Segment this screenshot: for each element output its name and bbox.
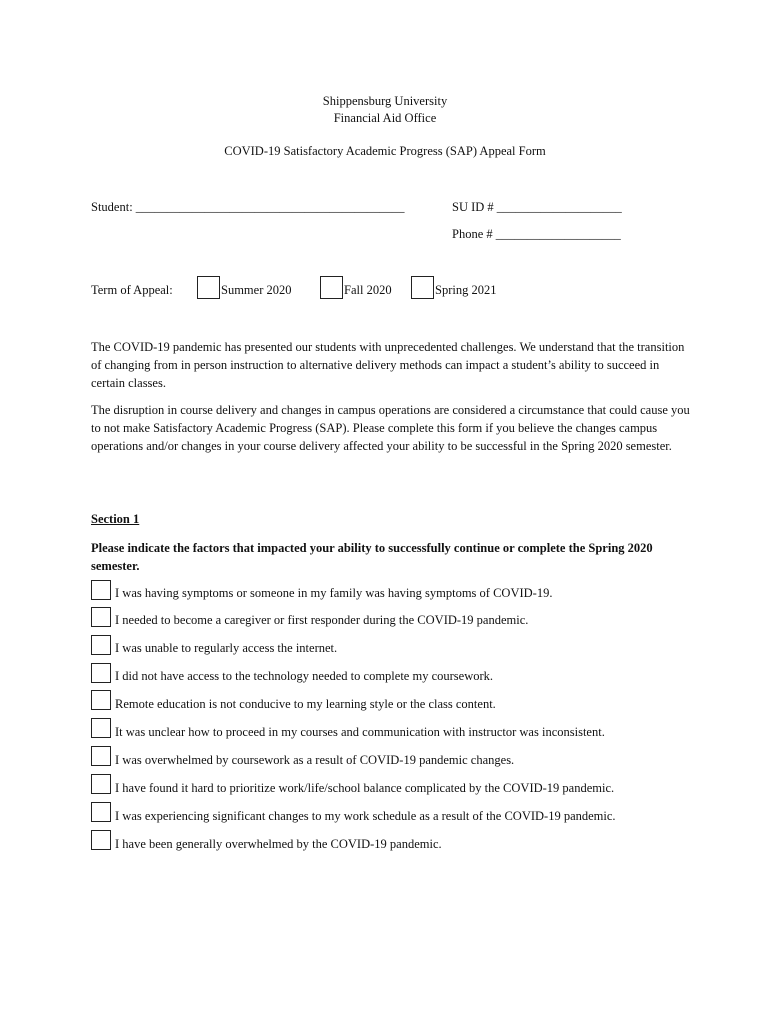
term-spring-label: Spring 2021 (435, 283, 497, 297)
factor-label-6: It was unclear how to proceed in my courses and communication with instructor was inconsistent. (115, 725, 605, 739)
factor-checkbox-1[interactable] (91, 580, 111, 600)
factor-checkbox-9[interactable] (91, 802, 111, 822)
factor-label-10: I have been generally overwhelmed by the COVID-19 pandemic. (115, 837, 442, 851)
factor-checkbox-3[interactable] (91, 635, 111, 655)
section1-heading: Section 1 (91, 512, 140, 526)
form-title: COVID-19 Satisfactory Academic Progress (SAP) Appeal Form (224, 144, 546, 158)
factor-label-8: I have found it hard to prioritize work/life/school balance complicated by the COVID-19 pandemic. (115, 781, 615, 795)
suid-field[interactable]: SU ID # ____________________ (452, 200, 622, 214)
university-name: Shippensburg University (322, 94, 448, 108)
office-name: Financial Aid Office (333, 111, 437, 125)
phone-field[interactable]: Phone # ____________________ (452, 227, 621, 241)
factor-checkbox-2[interactable] (91, 607, 111, 627)
section1-instruction: Please indicate the factors that impacted your ability to successfully continue or complete the Spring 2020 semester. (91, 541, 653, 573)
factor-checkbox-6[interactable] (91, 718, 111, 738)
factor-label-5: Remote education is not conducive to my learning style or the class content. (115, 697, 496, 711)
factor-label-1: I was having symptoms or someone in my family was having symptoms of COVID-19. (115, 586, 553, 600)
factor-checkbox-5[interactable] (91, 690, 111, 710)
factor-checkbox-4[interactable] (91, 663, 111, 683)
term-fall-checkbox[interactable] (320, 276, 343, 299)
term-summer-checkbox[interactable] (197, 276, 220, 299)
factor-checkbox-10[interactable] (91, 830, 111, 850)
intro-paragraph-2: The disruption in course delivery and changes in campus operations are considered a circumstance that could cause you to not make Satisfactory Academic Progress (SAP). Please complete this form if you believe the changes campus operations and/or changes in your course delivery affected your ability to be successful in the Spring 2020 semester. (91, 403, 690, 453)
factor-label-4: I did not have access to the technology needed to complete my coursework. (115, 669, 494, 683)
factor-label-3: I was unable to regularly access the internet. (115, 641, 338, 655)
student-field[interactable]: Student: ___________________________________________ (91, 200, 405, 214)
factor-label-7: I was overwhelmed by coursework as a result of COVID-19 pandemic changes. (115, 753, 515, 767)
term-summer-label: Summer 2020 (221, 283, 292, 297)
factor-checkbox-8[interactable] (91, 774, 111, 794)
factor-checkbox-7[interactable] (91, 746, 111, 766)
intro-paragraph-1: The COVID-19 pandemic has presented our students with unprecedented challenges. We understand that the transition of changing from in person instruction to alternative delivery methods can impact a student’s ability to succeed in certain classes. (91, 340, 685, 390)
term-spring-checkbox[interactable] (411, 276, 434, 299)
term-label: Term of Appeal: (91, 283, 173, 297)
factor-label-9: I was experiencing significant changes to my work schedule as a result of the COVID-19 pandemic. (115, 809, 616, 823)
term-fall-label: Fall 2020 (344, 283, 392, 297)
factor-label-2: I needed to become a caregiver or first responder during the COVID-19 pandemic. (115, 613, 529, 627)
